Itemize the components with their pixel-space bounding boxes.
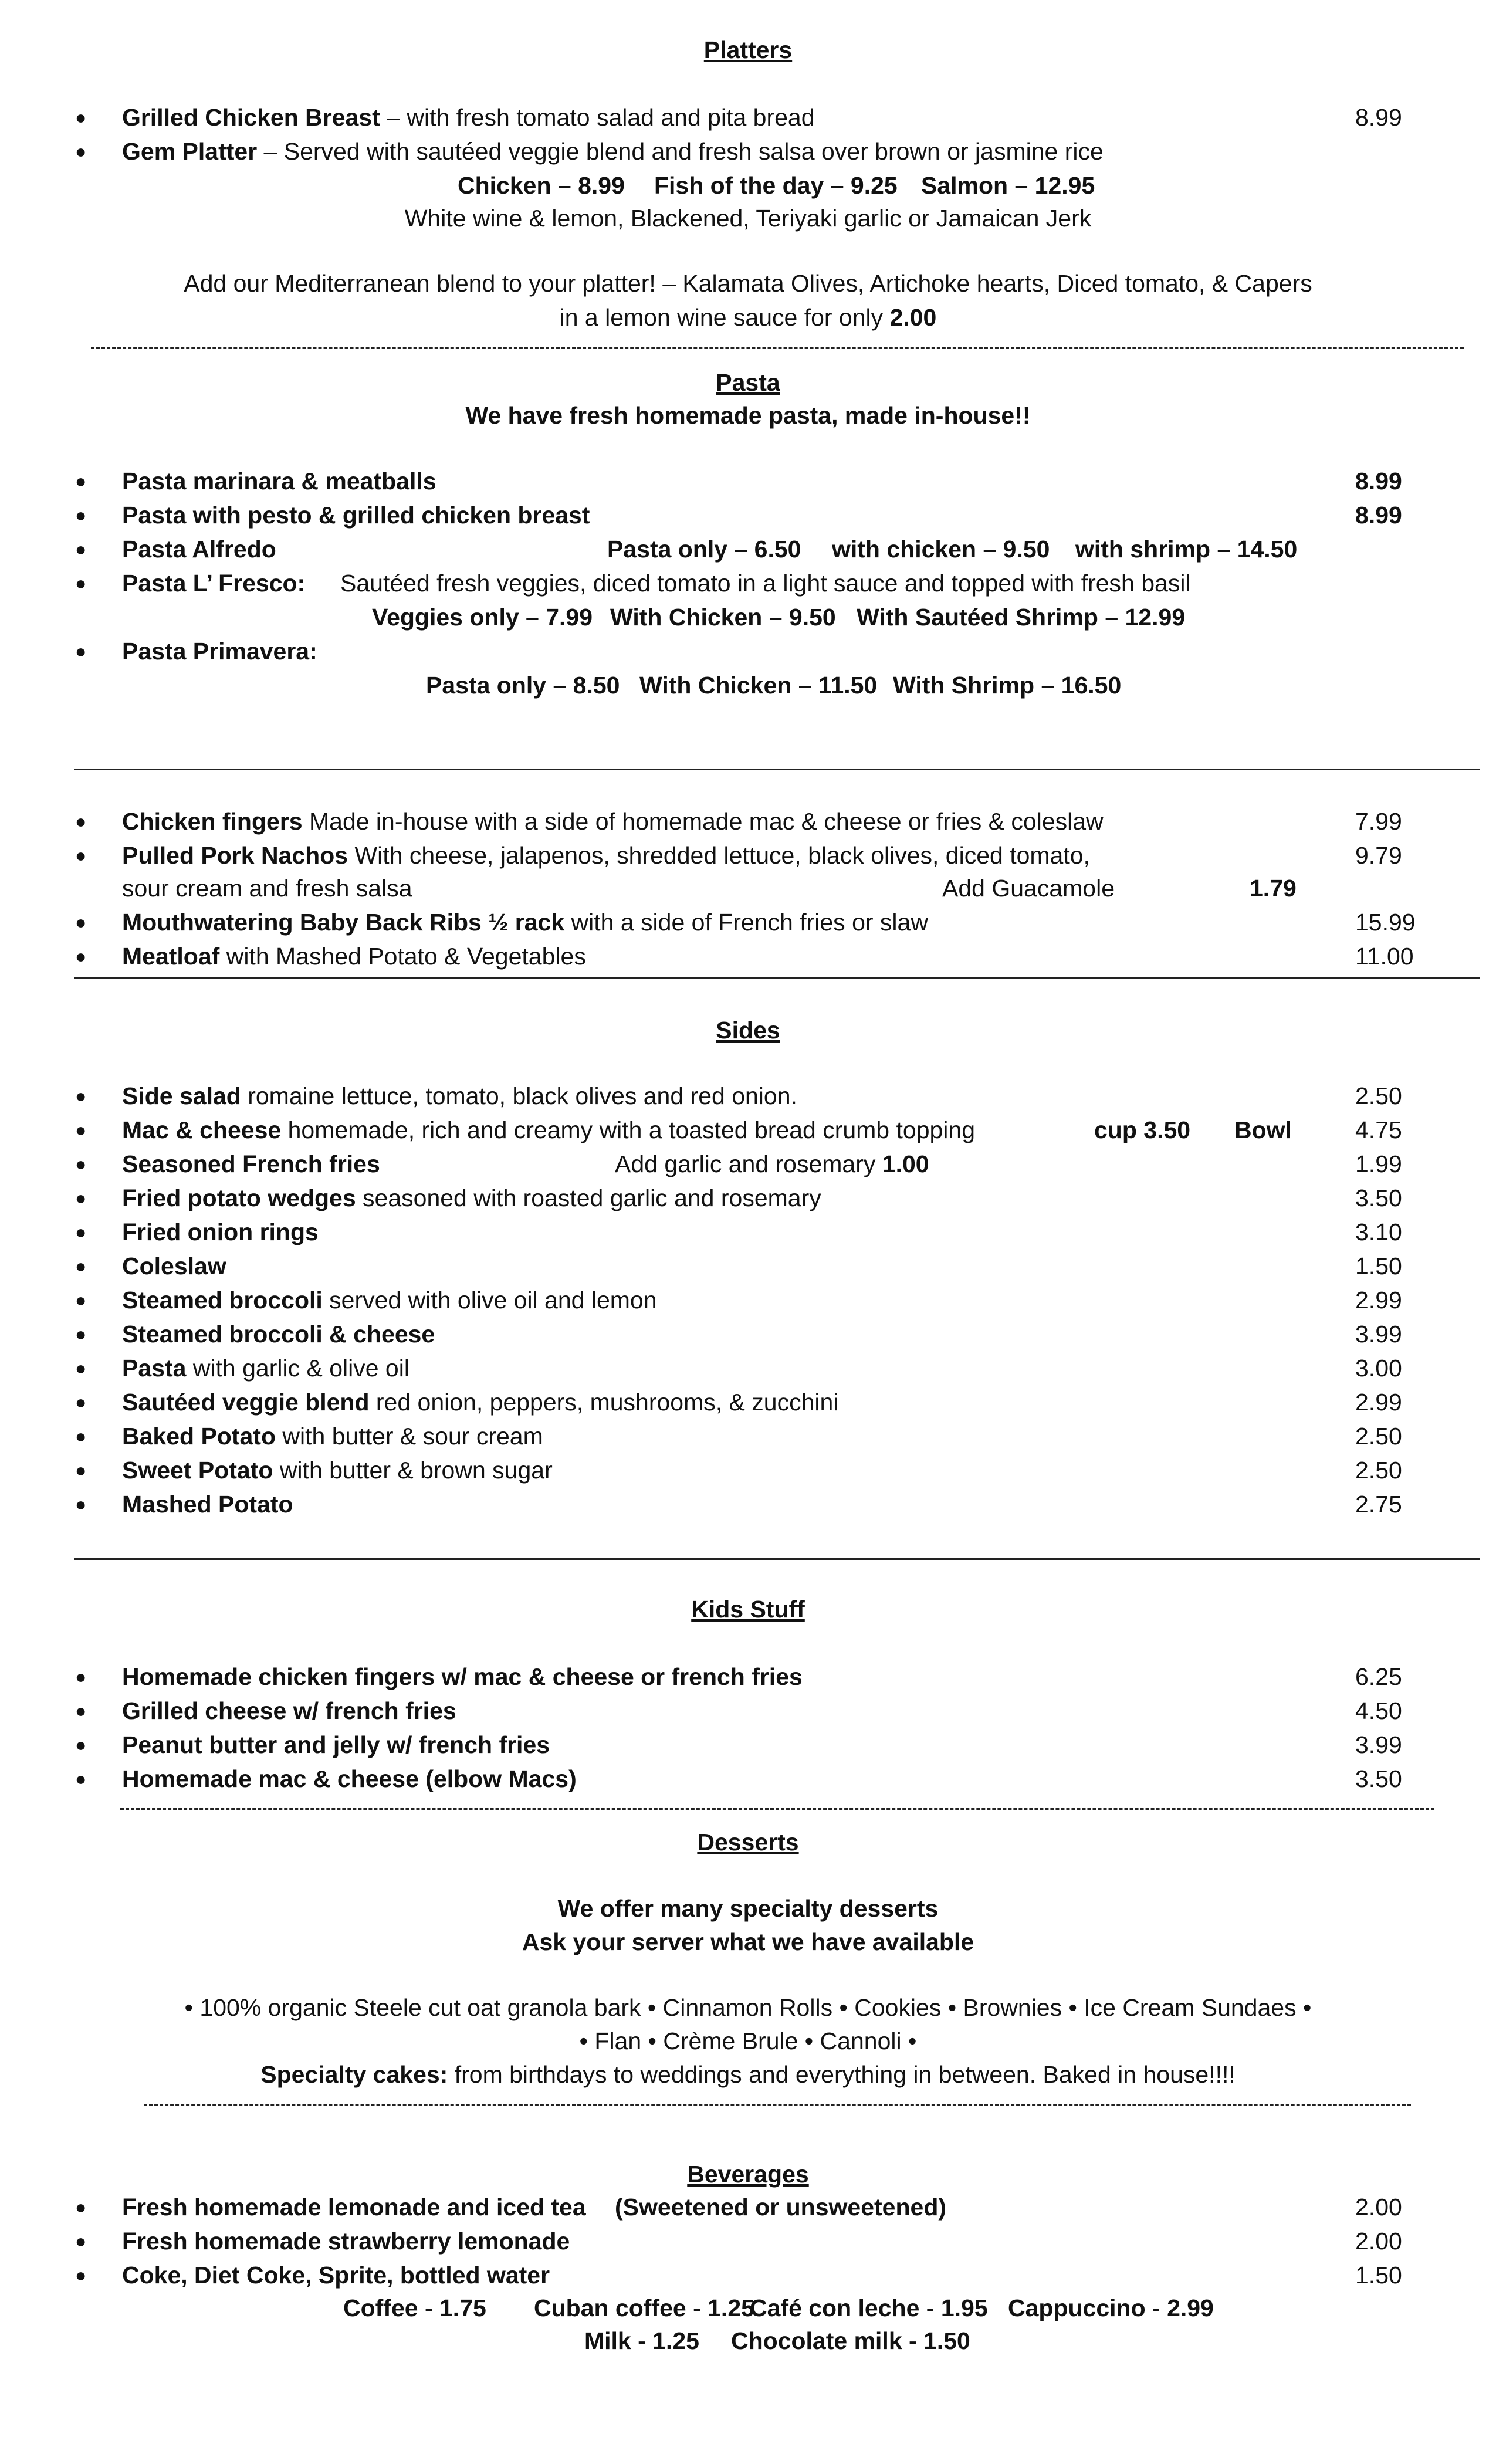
sides-heading: Sides bbox=[716, 1017, 780, 1044]
item-price: 3.99 bbox=[1355, 1321, 1402, 1348]
solid-divider bbox=[74, 769, 1480, 770]
list-item bbox=[0, 1420, 1496, 1453]
item-name: Sautéed veggie blend bbox=[122, 1389, 370, 1416]
list-item bbox=[0, 1454, 1496, 1487]
list-item bbox=[0, 1148, 1496, 1180]
item-price: 1.50 bbox=[1355, 1253, 1402, 1280]
list-item bbox=[0, 1250, 1496, 1282]
cakes-label: Specialty cakes: bbox=[260, 2061, 448, 2088]
bullet-icon: ● bbox=[75, 1768, 87, 1789]
item-desc: – Served with sautéed veggie blend and fresh salsa over brown or jasmine rice bbox=[257, 138, 1104, 165]
mediterranean-addon-price-line bbox=[0, 301, 1496, 334]
kids-heading: Kids Stuff bbox=[691, 1596, 805, 1623]
item-desc: sour cream and fresh salsa bbox=[122, 875, 412, 902]
item-price: 2.00 bbox=[1355, 2194, 1402, 2221]
item-name: Fried potato wedges bbox=[122, 1184, 356, 1211]
item-name: Pasta L’ Fresco: bbox=[122, 570, 306, 597]
option-salmon: Salmon – 12.95 bbox=[921, 172, 1095, 199]
platters-heading: Platters bbox=[703, 36, 793, 63]
alfredo-option: with chicken – 9.50 bbox=[832, 536, 1050, 563]
item-name: Pulled Pork Nachos bbox=[122, 842, 348, 869]
milk-price: Milk - 1.25 bbox=[584, 2327, 699, 2354]
list-item bbox=[0, 839, 1496, 872]
item-desc: red onion, peppers, mushrooms, & zucchini bbox=[369, 1389, 839, 1416]
item-price: 3.10 bbox=[1355, 1219, 1402, 1245]
item-name: Side salad bbox=[122, 1082, 241, 1109]
item-name: Baked Potato bbox=[122, 1423, 276, 1450]
bullet-icon: ● bbox=[75, 1119, 87, 1140]
primavera-options bbox=[0, 669, 1496, 702]
bullet-icon: ● bbox=[75, 811, 87, 832]
item-name: Meatloaf bbox=[122, 943, 220, 970]
bullet-icon: ● bbox=[75, 1460, 87, 1481]
item-price: 4.75 bbox=[1355, 1116, 1402, 1143]
bullet-icon: ● bbox=[75, 1666, 87, 1687]
item-desc: with butter & sour cream bbox=[276, 1423, 543, 1450]
item-name: Steamed broccoli bbox=[122, 1287, 323, 1314]
list-item bbox=[0, 805, 1496, 838]
bullet-icon: ● bbox=[75, 1085, 87, 1106]
bullet-icon: ● bbox=[75, 2196, 87, 2218]
mac-cup-price: cup 3.50 bbox=[1094, 1116, 1191, 1143]
item-price: 3.50 bbox=[1355, 1184, 1402, 1211]
list-item bbox=[0, 940, 1496, 973]
list-item bbox=[0, 635, 1496, 668]
desserts-heading: Desserts bbox=[697, 1829, 799, 1856]
list-item bbox=[0, 2259, 1496, 2292]
mediterranean-addon: Add our Mediterranean blend to your platter! – Kalamata Olives, Artichoke hearts, Diced tomato, & Capers bbox=[184, 270, 1312, 297]
item-price: 3.50 bbox=[1355, 1765, 1402, 1792]
list-item bbox=[0, 1318, 1496, 1351]
item-price: 15.99 bbox=[1355, 909, 1416, 936]
desserts-list1: • 100% organic Steele cut oat granola bark • Cinnamon Rolls • Cookies • Brownies • Ice Cream Sundaes • bbox=[184, 1994, 1312, 2021]
item-name: Homemade mac & cheese (elbow Macs) bbox=[122, 1765, 577, 1792]
fresco-option: With Sautéed Shrimp – 12.99 bbox=[857, 604, 1186, 631]
bullet-icon: ● bbox=[75, 1392, 87, 1413]
primavera-option: With Chicken – 11.50 bbox=[639, 672, 878, 699]
bullet-icon: ● bbox=[75, 1153, 87, 1175]
item-name: Grilled Chicken Breast bbox=[122, 104, 380, 131]
milk-line bbox=[0, 2324, 1496, 2357]
item-price: 2.99 bbox=[1355, 1287, 1402, 1314]
item-price: 6.25 bbox=[1355, 1663, 1402, 1690]
bullet-icon: ● bbox=[75, 505, 87, 526]
item-name: Mashed Potato bbox=[122, 1491, 293, 1518]
coffee-price: Coffee - 1.75 bbox=[343, 2294, 486, 2321]
list-item bbox=[0, 465, 1496, 497]
platter-options bbox=[0, 169, 1496, 202]
coffee-line bbox=[0, 2292, 1496, 2324]
addon-text: in a lemon wine sauce for only bbox=[559, 304, 884, 331]
milk-price: Chocolate milk - 1.50 bbox=[731, 2327, 970, 2354]
bullet-icon: ● bbox=[75, 471, 87, 492]
item-desc: Sautéed fresh veggies, diced tomato in a light sauce and topped with fresh basil bbox=[340, 570, 1191, 597]
bullet-icon: ● bbox=[75, 2265, 87, 2286]
bullet-icon: ● bbox=[75, 845, 87, 866]
primavera-option: Pasta only – 8.50 bbox=[426, 672, 620, 699]
list-item bbox=[0, 533, 1496, 566]
bullet-icon: ● bbox=[75, 141, 87, 162]
item-name: Pasta with pesto & grilled chicken breast bbox=[122, 502, 590, 529]
bullet-icon: ● bbox=[75, 539, 87, 560]
solid-divider bbox=[74, 1558, 1480, 1560]
item-desc: with butter & brown sugar bbox=[273, 1457, 553, 1484]
bullet-icon: ● bbox=[75, 946, 87, 967]
item-desc: seasoned with roasted garlic and rosemary bbox=[356, 1184, 821, 1211]
addon-price: 2.00 bbox=[889, 304, 937, 331]
item-price: 7.99 bbox=[1355, 808, 1402, 835]
list-item bbox=[0, 1386, 1496, 1419]
fresco-option: With Chicken – 9.50 bbox=[610, 604, 836, 631]
item-price: 8.99 bbox=[1355, 104, 1402, 131]
mac-bowl-label: Bowl bbox=[1234, 1116, 1292, 1143]
primavera-option: With Shrimp – 16.50 bbox=[893, 672, 1122, 699]
solid-divider bbox=[74, 977, 1480, 979]
list-item bbox=[0, 1113, 1496, 1146]
fresco-options bbox=[0, 601, 1496, 634]
item-desc: served with olive oil and lemon bbox=[322, 1287, 657, 1314]
item-name: Homemade chicken fingers w/ mac & cheese or french fries bbox=[122, 1663, 803, 1690]
list-item bbox=[0, 1284, 1496, 1316]
bullet-icon: ● bbox=[75, 573, 87, 594]
list-item bbox=[0, 1488, 1496, 1521]
item-name: Coleslaw bbox=[122, 1253, 226, 1280]
item-name: Pasta Alfredo bbox=[122, 536, 276, 563]
bullet-icon: ● bbox=[75, 912, 87, 933]
dashed-divider bbox=[120, 1808, 1434, 1810]
desserts-line2: Ask your server what we have available bbox=[522, 1928, 974, 1955]
item-price: 8.99 bbox=[1355, 468, 1402, 495]
bullet-icon: ● bbox=[75, 1255, 87, 1277]
list-item bbox=[0, 2225, 1496, 2257]
desserts-list2: • Flan • Crème Brule • Cannoli • bbox=[579, 2028, 917, 2055]
item-name: Pasta Primavera: bbox=[122, 638, 317, 665]
bullet-icon: ● bbox=[75, 1734, 87, 1755]
item-name: Mac & cheese bbox=[122, 1116, 282, 1143]
option-fish: Fish of the day – 9.25 bbox=[654, 172, 898, 199]
bullet-icon: ● bbox=[75, 1187, 87, 1209]
bullet-icon: ● bbox=[75, 1324, 87, 1345]
item-name: Fresh homemade strawberry lemonade bbox=[122, 2228, 570, 2255]
list-item bbox=[0, 1660, 1496, 1693]
item-price: 9.79 bbox=[1355, 842, 1402, 869]
item-price: 1.99 bbox=[1355, 1150, 1402, 1177]
list-item bbox=[0, 1694, 1496, 1727]
item-price: 2.50 bbox=[1355, 1082, 1402, 1109]
platter-styles: White wine & lemon, Blackened, Teriyaki garlic or Jamaican Jerk bbox=[404, 205, 1092, 232]
item-desc: Made in-house with a side of homemade mac & cheese or fries & coleslaw bbox=[302, 808, 1104, 835]
list-item bbox=[0, 906, 1496, 939]
bullet-icon: ● bbox=[75, 1358, 87, 1379]
list-item bbox=[0, 1216, 1496, 1248]
item-desc: with a side of French fries or slaw bbox=[564, 909, 928, 936]
item-price: 2.75 bbox=[1355, 1491, 1402, 1518]
cakes-text: from birthdays to weddings and everything in between. Baked in house!!!! bbox=[448, 2061, 1236, 2088]
fries-addon: Add garlic and rosemary bbox=[615, 1150, 876, 1177]
item-price: 3.00 bbox=[1355, 1355, 1402, 1382]
alfredo-option: Pasta only – 6.50 bbox=[607, 536, 801, 563]
option-chicken: Chicken – 8.99 bbox=[458, 172, 625, 199]
dashed-divider bbox=[144, 2104, 1411, 2106]
list-item bbox=[0, 1762, 1496, 1795]
item-name: Mouthwatering Baby Back Ribs ½ rack bbox=[122, 909, 565, 936]
item-price: 2.50 bbox=[1355, 1423, 1402, 1450]
item-desc: – with fresh tomato salad and pita bread bbox=[380, 104, 815, 131]
fresco-option: Veggies only – 7.99 bbox=[372, 604, 593, 631]
item-name: Pasta bbox=[122, 1355, 187, 1382]
item-price: 2.99 bbox=[1355, 1389, 1402, 1416]
item-desc: with Mashed Potato & Vegetables bbox=[219, 943, 586, 970]
item-name: Sweet Potato bbox=[122, 1457, 273, 1484]
list-item bbox=[0, 1079, 1496, 1112]
item-desc: With cheese, jalapenos, shredded lettuce, black olives, diced tomato, bbox=[348, 842, 1090, 869]
item-price: 2.00 bbox=[1355, 2228, 1402, 2255]
list-item bbox=[0, 135, 1496, 168]
item-price: 3.99 bbox=[1355, 1731, 1402, 1758]
dashed-divider bbox=[91, 347, 1464, 349]
item-name: Grilled cheese w/ french fries bbox=[122, 1697, 456, 1724]
item-price: 8.99 bbox=[1355, 502, 1402, 529]
pasta-subtitle: We have fresh homemade pasta, made in-house!! bbox=[465, 402, 1031, 429]
list-item bbox=[0, 1182, 1496, 1214]
item-name: Pasta marinara & meatballs bbox=[122, 468, 436, 495]
bullet-icon: ● bbox=[75, 1426, 87, 1447]
guacamole-price: 1.79 bbox=[1250, 875, 1297, 902]
coffee-price: Cappuccino - 2.99 bbox=[1008, 2294, 1214, 2321]
coffee-price: Cuban coffee - 1.25 bbox=[534, 2294, 754, 2321]
item-name: Coke, Diet Coke, Sprite, bottled water bbox=[122, 2262, 550, 2289]
nachos-continued bbox=[0, 872, 1496, 905]
list-item bbox=[0, 2191, 1496, 2223]
list-item bbox=[0, 1352, 1496, 1385]
item-price: 1.50 bbox=[1355, 2262, 1402, 2289]
item-name: Peanut butter and jelly w/ french fries bbox=[122, 1731, 550, 1758]
desserts-line1: We offer many specialty desserts bbox=[557, 1895, 939, 1922]
item-name: Fresh homemade lemonade and iced tea bbox=[122, 2194, 586, 2221]
item-name: Fried onion rings bbox=[122, 1219, 319, 1245]
tea-note: (Sweetened or unsweetened) bbox=[615, 2194, 947, 2221]
list-item bbox=[0, 567, 1496, 600]
beverages-heading: Beverages bbox=[687, 2161, 809, 2188]
list-item bbox=[0, 499, 1496, 532]
item-price: 4.50 bbox=[1355, 1697, 1402, 1724]
bullet-icon: ● bbox=[75, 641, 87, 662]
item-desc: romaine lettuce, tomato, black olives and red onion. bbox=[241, 1082, 797, 1109]
bullet-icon: ● bbox=[75, 1221, 87, 1243]
alfredo-option: with shrimp – 14.50 bbox=[1075, 536, 1298, 563]
coffee-price: Café con leche - 1.95 bbox=[750, 2294, 988, 2321]
guacamole-label: Add Guacamole bbox=[942, 875, 1115, 902]
specialty-cakes bbox=[0, 2058, 1496, 2091]
list-item bbox=[0, 1728, 1496, 1761]
item-price: 11.00 bbox=[1355, 943, 1414, 970]
bullet-icon: ● bbox=[75, 2231, 87, 2252]
bullet-icon: ● bbox=[75, 1289, 87, 1311]
bullet-icon: ● bbox=[75, 107, 87, 128]
bullet-icon: ● bbox=[75, 1494, 87, 1515]
item-desc: homemade, rich and creamy with a toasted bread crumb topping bbox=[281, 1116, 976, 1143]
item-price: 2.50 bbox=[1355, 1457, 1402, 1484]
item-name: Seasoned French fries bbox=[122, 1150, 380, 1177]
pasta-heading: Pasta bbox=[716, 369, 780, 396]
bullet-icon: ● bbox=[75, 1700, 87, 1721]
fries-addon-price: 1.00 bbox=[882, 1150, 929, 1177]
item-name: Chicken fingers bbox=[122, 808, 303, 835]
item-desc: with garlic & olive oil bbox=[186, 1355, 409, 1382]
list-item bbox=[0, 101, 1496, 134]
item-name: Steamed broccoli & cheese bbox=[122, 1321, 435, 1348]
item-name: Gem Platter bbox=[122, 138, 258, 165]
